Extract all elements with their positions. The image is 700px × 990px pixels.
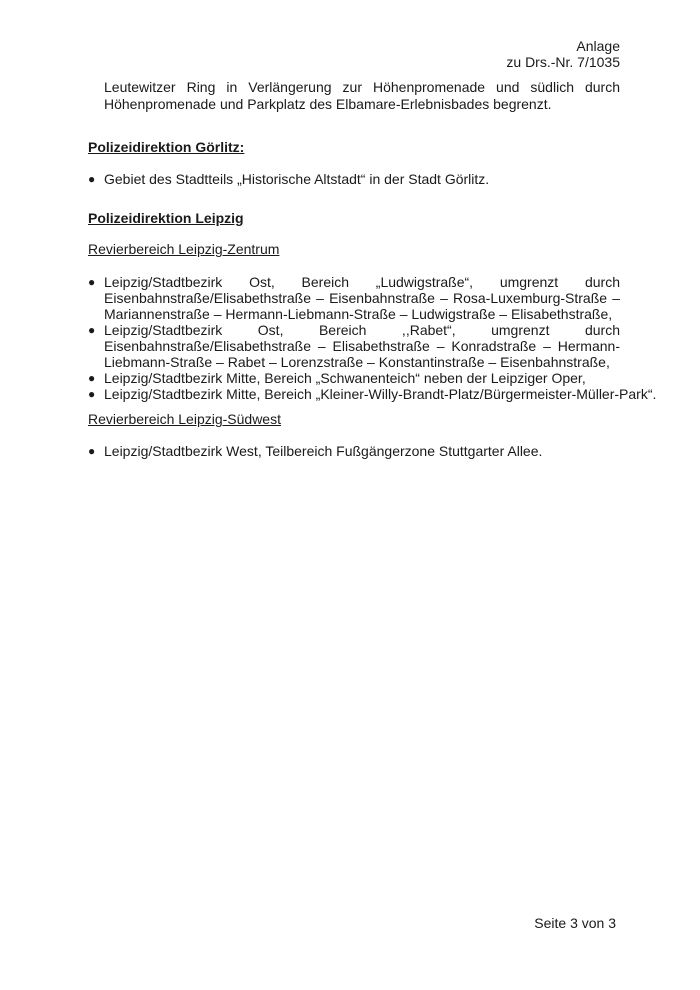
zentrum-list <box>88 274 657 402</box>
list-item-text: Mariannenstraße – Hermann-Liebmann-Straße – Ludwigstraße – Elisabethstraße, <box>104 306 613 322</box>
list-item-text: Gebiet des Stadtteils „Historische Altstadt“ in der Stadt Görlitz. <box>104 171 490 187</box>
list-item-text: Eisenbahnstraße/Elisabethstraße – Elisabethstraße – Konradstraße – Hermann- <box>104 338 620 354</box>
header-anlage: Anlage <box>576 38 620 54</box>
list-item <box>88 274 620 322</box>
suedwest-list <box>88 443 620 459</box>
zentrum-subheading: Revierbereich Leipzig-Zentrum <box>88 241 280 257</box>
bullet-icon: ● <box>88 323 96 337</box>
list-item-text: Eisenbahnstraße/Elisabethstraße – Eisenbahnstraße – Rosa-Luxemburg-Straße – <box>104 290 620 306</box>
intro-paragraph <box>104 79 620 113</box>
list-item-text: Leipzig/Stadtbezirk Mitte, Bereich „Kleiner-Willy-Brandt-Platz/Bürgermeister-Müller-Park“. <box>104 386 657 402</box>
goerlitz-heading: Polizeidirektion Görlitz: <box>88 139 245 155</box>
list-item <box>88 370 620 386</box>
bullet-icon: ● <box>88 444 96 458</box>
header-drucksache-number: zu Drs.-Nr. 7/1035 <box>506 54 620 70</box>
bullet-icon: ● <box>88 275 96 289</box>
bullet-icon: ● <box>88 172 96 186</box>
list-item <box>88 386 657 402</box>
list-item <box>88 443 620 459</box>
page-number: Seite 3 von 3 <box>534 915 616 931</box>
goerlitz-list <box>88 171 620 187</box>
intro-line: Höhenpromenade und Parkplatz des Elbamare-Erlebnisbades begrenzt. <box>104 96 552 112</box>
bullet-icon: ● <box>88 387 96 401</box>
list-item-text: Leipzig/Stadtbezirk Ost, Bereich ,,Rabet“, umgrenzt durch <box>104 322 620 338</box>
leipzig-heading: Polizeidirektion Leipzig <box>88 210 244 226</box>
list-item <box>88 322 620 370</box>
bullet-icon: ● <box>88 371 96 385</box>
document-header <box>506 38 620 70</box>
list-item-text: Liebmann-Straße – Rabet – Lorenzstraße – Konstantinstraße – Eisenbahnstraße, <box>104 354 610 370</box>
suedwest-subheading: Revierbereich Leipzig-Südwest <box>88 411 281 427</box>
list-item-text: Leipzig/Stadtbezirk Mitte, Bereich „Schwanenteich“ neben der Leipziger Oper, <box>104 370 586 386</box>
list-item-text: Leipzig/Stadtbezirk Ost, Bereich „Ludwigstraße“, umgrenzt durch <box>104 274 620 290</box>
intro-line: Leutewitzer Ring in Verlängerung zur Höhenpromenade und südlich durch <box>104 79 620 95</box>
list-item-text: Leipzig/Stadtbezirk West, Teilbereich Fußgängerzone Stuttgarter Allee. <box>104 443 543 459</box>
list-item <box>88 171 620 187</box>
